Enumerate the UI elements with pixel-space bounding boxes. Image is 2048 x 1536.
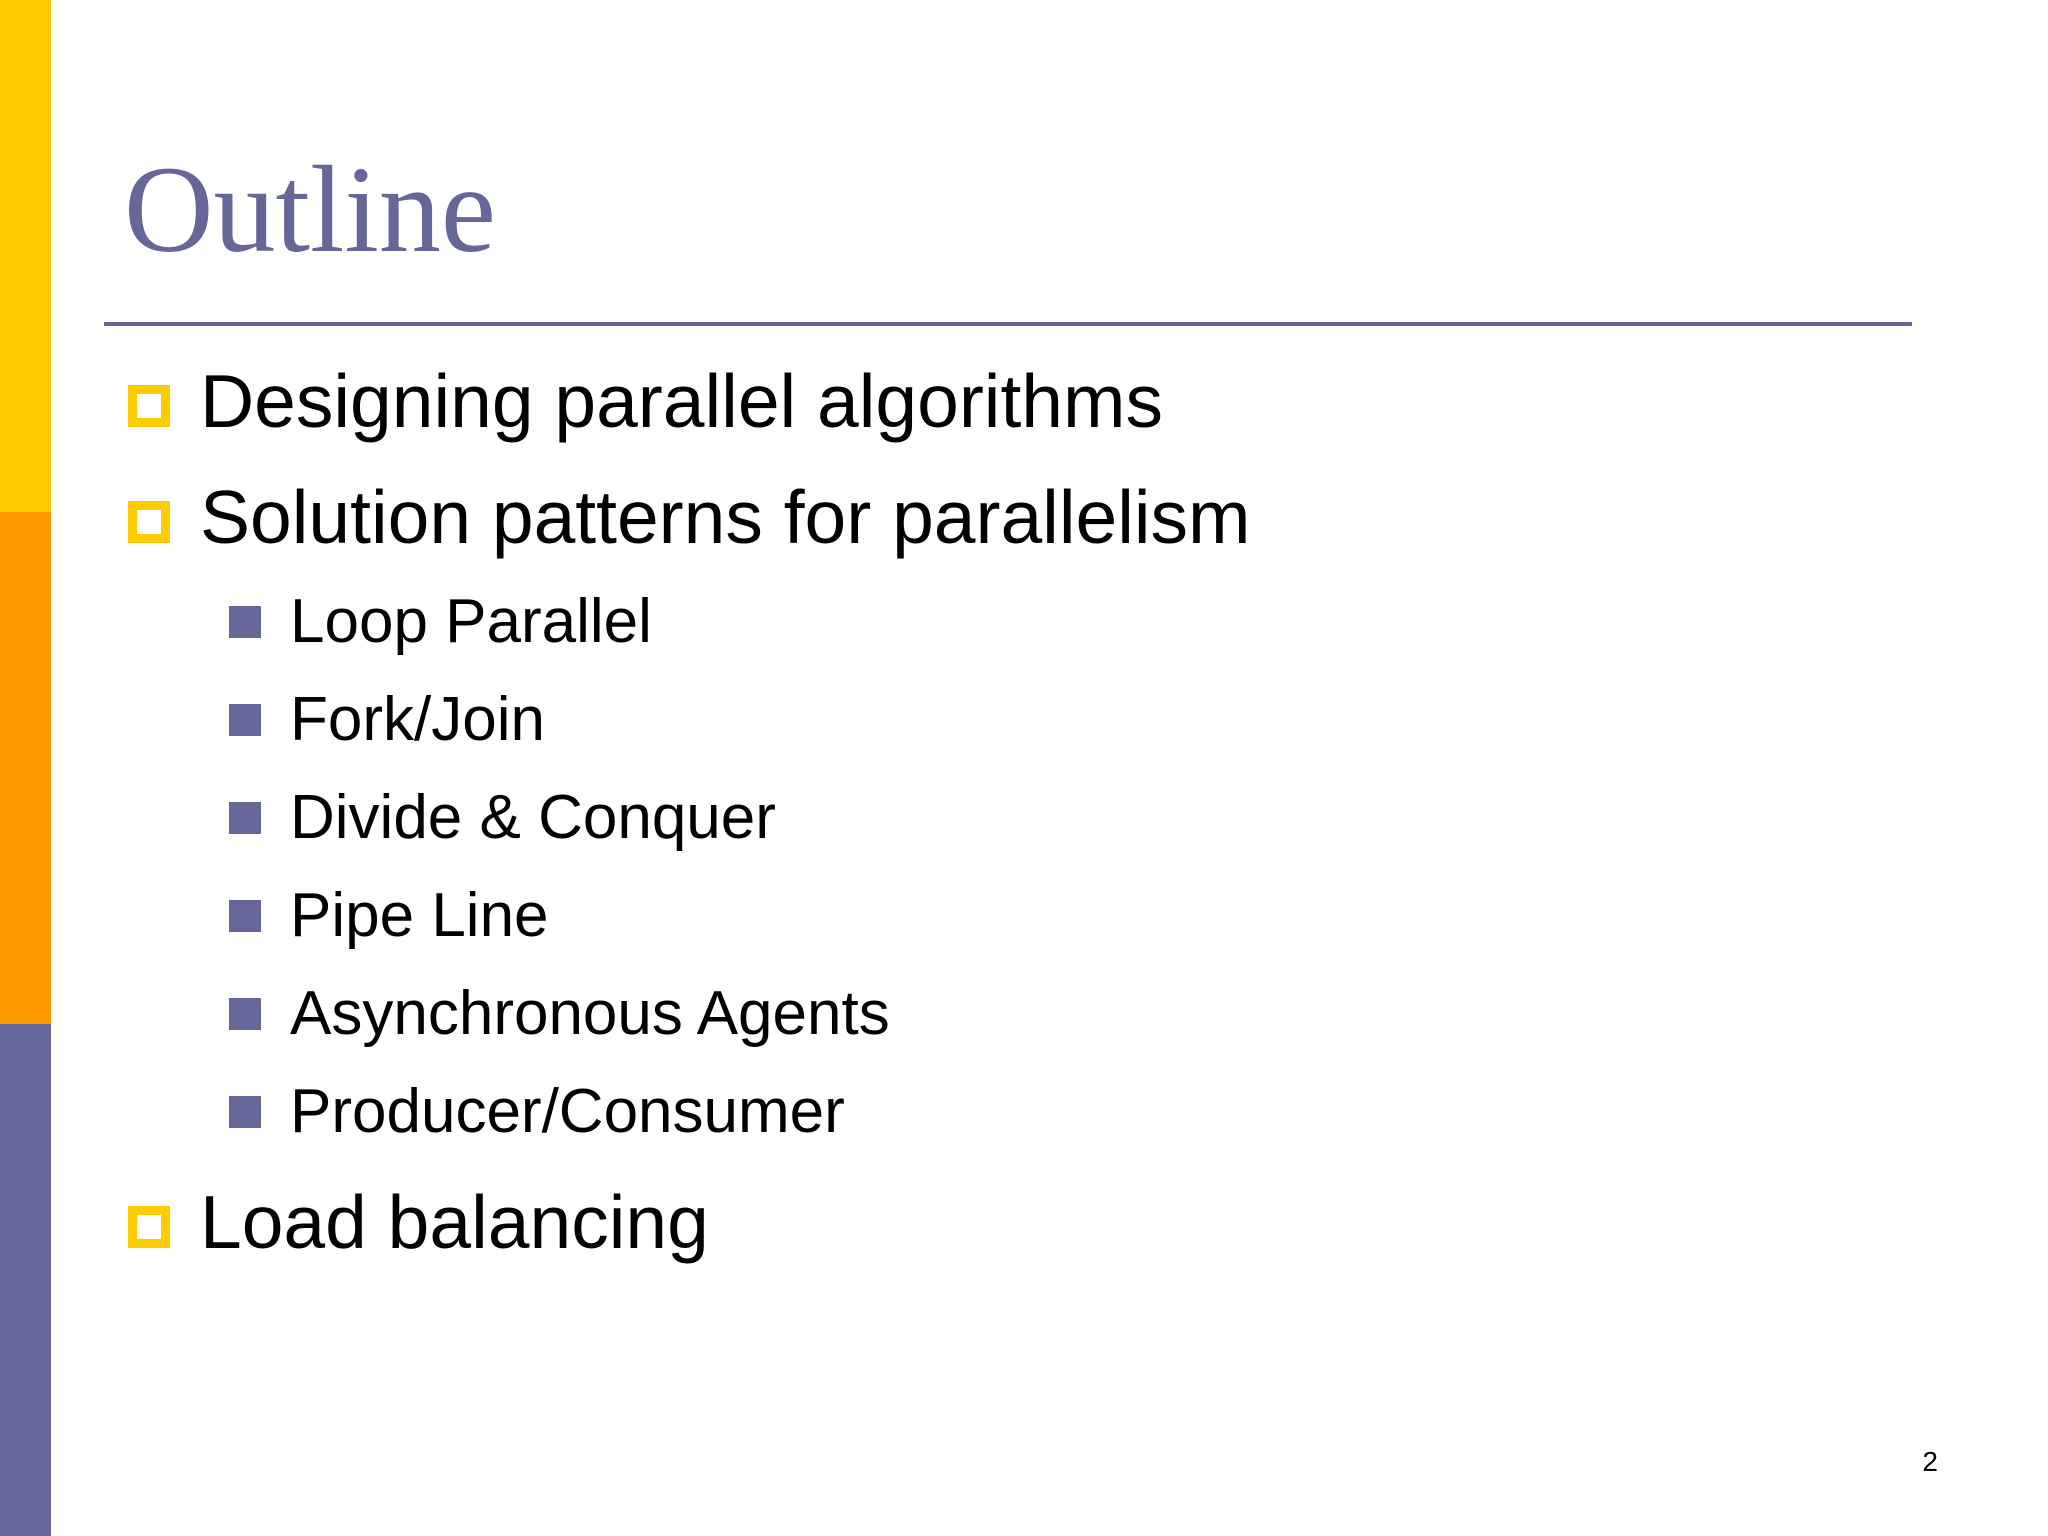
hollow-square-bullet-icon: [128, 385, 170, 427]
filled-square-bullet-icon: [229, 1096, 261, 1128]
sub-bullet-item-producer-consumer: Producer/Consumer: [290, 1077, 845, 1146]
filled-square-bullet-icon: [229, 900, 261, 932]
page-number: 2: [1922, 1446, 1938, 1477]
side-bar-yellow-segment: [0, 0, 51, 512]
slide-title: Outline: [124, 141, 496, 278]
title-underline-rule: [104, 322, 1912, 326]
sub-bullet-item-pipe-line: Pipe Line: [290, 881, 549, 950]
bullet-item-load-balancing: Load balancing: [200, 1180, 709, 1264]
filled-square-bullet-icon: [229, 606, 261, 638]
side-bar-orange-segment: [0, 512, 51, 1024]
bullet-item-designing: Designing parallel algorithms: [200, 359, 1163, 443]
sub-bullet-item-loop-parallel: Loop Parallel: [290, 587, 652, 656]
hollow-square-bullet-icon: [128, 1206, 170, 1248]
side-color-bar: [0, 0, 51, 1536]
filled-square-bullet-icon: [229, 802, 261, 834]
side-bar-purple-segment: [0, 1024, 51, 1536]
filled-square-bullet-icon: [229, 998, 261, 1030]
sub-bullet-item-async-agents: Asynchronous Agents: [290, 979, 890, 1048]
sub-bullet-item-divide-conquer: Divide & Conquer: [290, 783, 776, 852]
hollow-square-bullet-icon: [128, 501, 170, 543]
bullet-item-solution-patterns: Solution patterns for parallelism: [200, 475, 1251, 559]
filled-square-bullet-icon: [229, 704, 261, 736]
sub-bullet-item-fork-join: Fork/Join: [290, 685, 545, 754]
